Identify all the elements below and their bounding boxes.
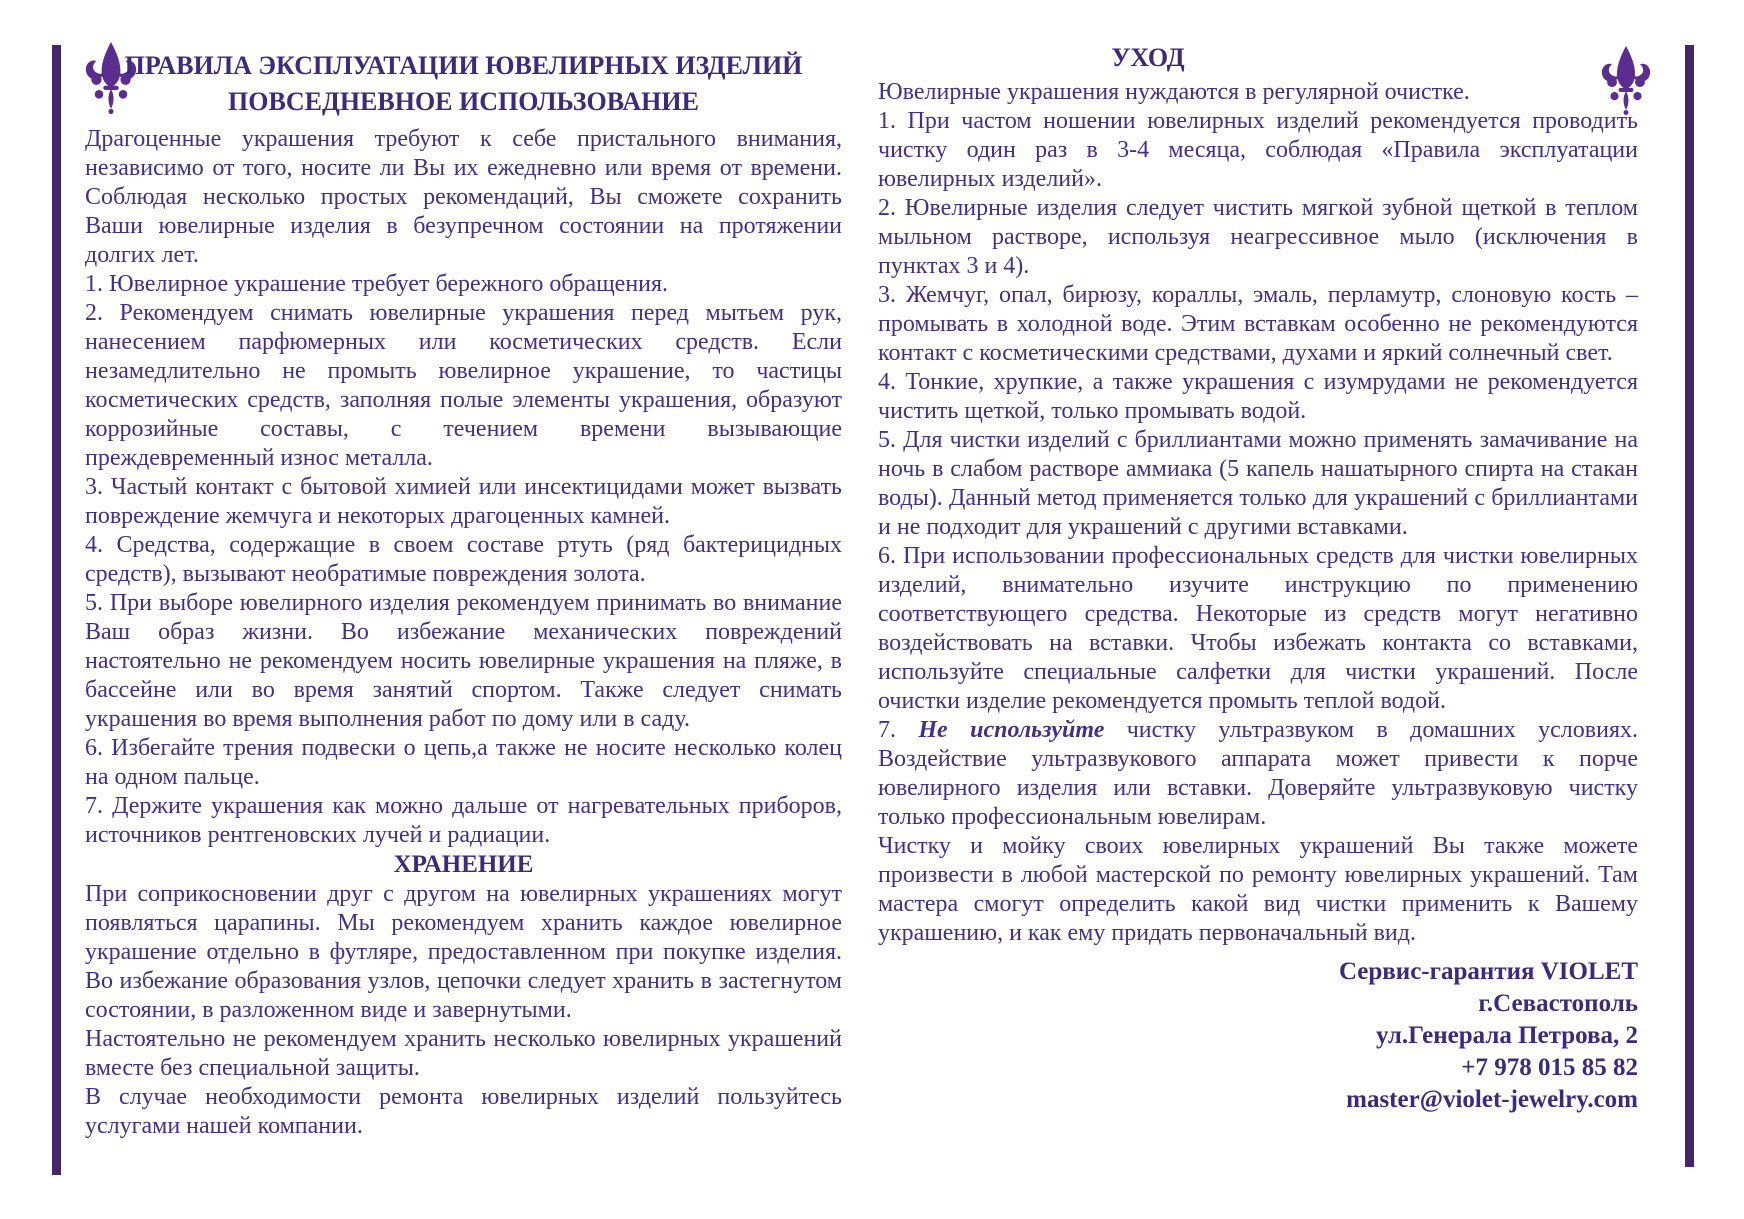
usage-rule-5: 5. При выборе ювелирного изделия рекомендуем принимать во внимание Ваш образ жизни. Во избежание механических повреждений настоятельно не рекомендуем носить ювелирные украшения на пляже, в бассейне или во время занятий спортом. Также следует снимать украшения во время выполнения работ по дому или в саду. (85, 590, 842, 732)
usage-rule-6: 6. Избегайте трения подвески о цепь,а также не носите несколько колец на одном пальце. (85, 735, 842, 790)
storage-paragraph-3: В случае необходимости ремонта ювелирных изделий пользуйтесь услугами нашей компании. (85, 1084, 842, 1139)
intro-paragraph: Драгоценные украшения требуют к себе пристального внимания, независимо от того, носите ли Вы их ежедневно или время от времени. Соблюдая несколько простых рекомендаций, Вы сможете сохранить Ваши ювелирные изделия в безупречном состоянии на протяжении долгих лет. (85, 126, 842, 268)
usage-rule-2: 2. Рекомендуем снимать ювелирные украшения перед мытьем рук, нанесением парфюмерных или косметических средств. Если незамедлительно не промыть ювелирное украшение, то частицы косметических средств, заполняя полые элементы украшения, образуют коррозийные составы, с течением времени вызывающие преждевременный износ металла. (85, 300, 842, 471)
closing-paragraph: Чистку и мойку своих ювелирных украшений Вы также можете произвести в любой мастерской по ремонту ювелирных украшений. Там мастера смогут определить какой вид чистки применить к Вашему украшению, и как ему придать первоначальный вид. (878, 833, 1638, 946)
storage-heading: ХРАНЕНИЕ (393, 851, 534, 878)
care-item-7-number: 7. (878, 717, 919, 743)
care-column (878, 0, 1638, 1116)
usage-rule-3: 3. Частый контакт с бытовой химией или инсектицидами может вызвать повреждение жемчуга и некоторых драгоценных камней. (85, 474, 842, 529)
company-address: ул.Генерала Петрова, 2 (1375, 1022, 1638, 1049)
right-border-bar (1685, 45, 1694, 1167)
usage-rule-4: 4. Средства, содержащие в своем составе ртуть (ряд бактерицидных средств), вызывают необратимые повреждения золота. (85, 532, 842, 587)
care-item-7 (878, 716, 1638, 832)
company-city: г.Севастополь (1478, 990, 1638, 1017)
care-heading: УХОД (1111, 43, 1185, 72)
company-name: Сервис-гарантия VIOLET (1338, 958, 1638, 985)
care-item-4: 4. Тонкие, хрупкие, а также украшения с изумрудами не рекомендуется чистить щеткой, только промывать водой. (878, 369, 1638, 424)
contact-block (878, 956, 1638, 1116)
care-item-1: 1. При частом ношении ювелирных изделий рекомендуется проводить чистку один раз в 3-4 месяца, соблюдая «Правила эксплуатации ювелирных изделий». (878, 108, 1638, 192)
usage-rule-1: 1. Ювелирное украшение требует бережного обращения. (85, 271, 669, 297)
title-line-1: ПРАВИЛА ЭКСПЛУАТАЦИИ ЮВЕЛИРНЫХ ИЗДЕЛИЙ (124, 51, 803, 80)
page-title (85, 48, 842, 120)
company-email: master@violet-jewelry.com (1346, 1086, 1638, 1113)
care-item-7-text: чистку ультразвуком в домашних условиях. Воздействие ультразвукового аппарата может привести к порче ювелирного изделия или вставки. Доверяйте ультразвуковую чистку только профессиональным ювелирам. (878, 717, 1638, 830)
company-phone: +7 978 015 85 82 (1461, 1054, 1638, 1081)
storage-paragraph-1: При соприкосновении друг с другом на ювелирных украшениях могут появляться царапины. Мы рекомендуем хранить каждое ювелирное украшение отдельно в футляре, предоставленном при покупке изделия. Во избежание образования узлов, цепочки следует хранить в застегнутом состоянии, в разложенном виде и завернутыми. (85, 881, 842, 1023)
care-item-7-emphasis: Не используйте (918, 717, 1105, 743)
usage-rule-7: 7. Держите украшения как можно дальше от нагревательных приборов, источников рентгеновских лучей и радиации. (85, 793, 842, 848)
left-border-bar (52, 45, 61, 1175)
care-item-3: 3. Жемчуг, опал, бирюзу, кораллы, эмаль, перламутр, слоновую кость – промывать в холодной воде. Этим вставкам особенно не рекомендуются контакт с косметическими средствами, духами и яркий солнечный свет. (878, 282, 1638, 366)
storage-paragraph-2: Настоятельно не рекомендуем хранить несколько ювелирных украшений вместе без специальной защиты. (85, 1026, 842, 1081)
title-line-2: ПОВСЕДНЕВНОЕ ИСПОЛЬЗОВАНИЕ (228, 87, 699, 116)
care-item-6: 6. При использовании профессиональных средств для чистки ювелирных изделий, внимательно изучите инструкцию по применению соответствующего средства. Некоторые из средств могут негативно воздействовать на вставки. Чтобы избежать контакта со вставками, используйте специальные салфетки для чистки украшений. После очистки изделие рекомендуется промыть теплой водой. (878, 543, 1638, 714)
care-item-2: 2. Ювелирные изделия следует чистить мягкой зубной щеткой в теплом мыльном растворе, используя неагрессивное мыло (исключения в пунктах 3 и 4). (878, 195, 1638, 279)
care-item-5: 5. Для чистки изделий с бриллиантами можно применять замачивание на ночь в слабом растворе аммиака (5 капель нашатырного спирта на стакан воды). Данный метод применяется только для украшений с бриллиантами и не подходит для украшений с другими вставками. (878, 427, 1638, 540)
care-intro: Ювелирные украшения нуждаются в регулярной очистке. (878, 79, 1470, 105)
usage-column (85, 0, 842, 1141)
